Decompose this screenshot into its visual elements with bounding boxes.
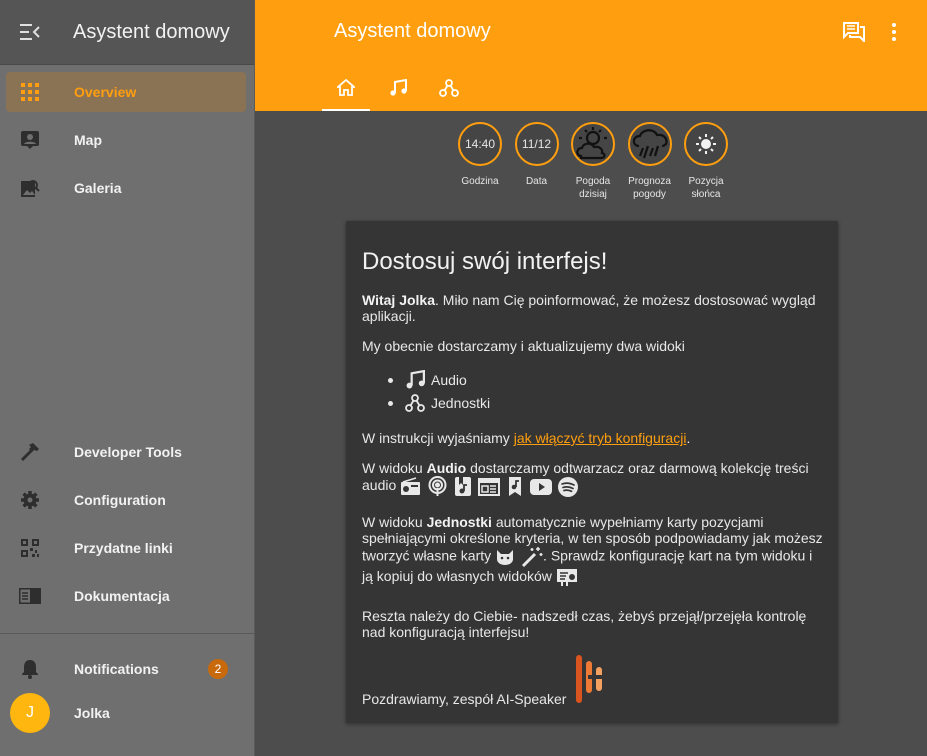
music-icon — [389, 79, 407, 97]
sun-icon — [695, 133, 717, 155]
magic-wand-icon — [521, 546, 543, 568]
audio-icons — [400, 476, 578, 497]
sidebar-header — [0, 0, 254, 65]
sidebar-item-label: Configuration — [74, 492, 166, 508]
tab-home[interactable] — [322, 64, 370, 111]
list-item-label: Audio — [431, 372, 467, 388]
podcast-icon — [427, 476, 448, 497]
home-icon — [337, 79, 355, 96]
sidebar-item-przydatne-linki[interactable] — [6, 528, 246, 568]
sidebar-item-dokumentacja[interactable] — [6, 576, 246, 616]
jednostki-paragraph — [362, 514, 824, 586]
conversation-button[interactable] — [840, 18, 868, 46]
newspaper-icon — [478, 478, 500, 496]
badge-label: Pozycja słońca — [688, 176, 724, 200]
sidebar-item-label: Notifications — [74, 661, 159, 677]
badge-circle — [571, 122, 615, 166]
bell-icon — [6, 659, 54, 679]
music-box-icon — [506, 476, 524, 497]
list-item — [388, 393, 490, 413]
sidebar-item-configuration[interactable] — [6, 480, 246, 520]
comment-icon — [843, 22, 865, 42]
badge-circle: 14:40 — [458, 122, 502, 166]
ai-speaker-logo — [574, 653, 608, 705]
list-item-label: Jednostki — [431, 395, 491, 411]
sidebar-item-label: Dokumentacja — [74, 588, 170, 604]
badge-forecast[interactable] — [622, 122, 678, 201]
sidebar-item-galeria[interactable] — [6, 168, 246, 208]
badge-label: Prognoza pogody — [628, 176, 671, 200]
sidebar-item-map[interactable] — [6, 120, 246, 160]
card-copy-icons — [556, 568, 578, 586]
welcome-paragraph — [362, 292, 824, 324]
signature: Pozdrawiamy, zespół AI-Speaker — [362, 691, 567, 707]
badge-weather-today[interactable] — [565, 122, 621, 201]
jednostki-text-after: . Sprawdz konfigurację kart na tym widoku i ją kopiuj do własnych widoków — [362, 547, 813, 584]
instructions-text: W instrukcji wyjaśniamy — [362, 430, 514, 446]
gear-icon — [6, 490, 54, 510]
account-box-icon — [6, 130, 54, 150]
badge-circle — [684, 122, 728, 166]
badge-label: Data — [525, 176, 548, 187]
sidebar-item-notifications[interactable] — [6, 649, 246, 689]
bullet — [388, 378, 393, 383]
notification-count-badge: 2 — [208, 659, 228, 679]
sidebar-item-overview[interactable] — [6, 72, 246, 112]
views-intro: My obecnie dostarczamy i aktualizujemy dwa widoki — [362, 338, 685, 354]
audio-text-pre: W widoku — [362, 460, 427, 476]
sidebar-user-name: Jolka — [74, 705, 110, 721]
jednostki-bold: Jednostki — [426, 514, 492, 530]
card-title: Dostosuj swój interfejs! — [362, 248, 608, 275]
sidebar-divider — [0, 633, 254, 634]
sidebar-item-label: Map — [74, 132, 102, 148]
hammer-icon — [6, 442, 54, 462]
welcome-text: . Miło nam Cię poinformować, że możesz dostosować wygląd aplikacji. — [362, 292, 816, 324]
card-bulleted-settings-icon — [556, 568, 578, 586]
jednostki-text-pre: W widoku — [362, 514, 427, 530]
menu-collapse-icon — [20, 24, 40, 40]
badge-label: Godzina — [461, 176, 499, 187]
sidebar-title: Asystent domowy — [73, 20, 230, 43]
spotify-icon — [558, 477, 578, 497]
weather-partly-cloudy-icon — [573, 126, 613, 162]
radio-icon — [400, 477, 421, 496]
audio-text: dostarczamy odtwarzacz oraz darmową kolekcję treści audio — [362, 460, 809, 494]
app-header — [255, 0, 927, 111]
bullet — [388, 401, 393, 406]
hub-icon — [439, 79, 459, 97]
image-search-icon — [6, 178, 54, 198]
cat-icon — [495, 548, 515, 566]
badge-label: Pogoda dzisiaj — [575, 176, 611, 200]
dots-vertical-icon — [891, 23, 897, 41]
badge-time[interactable] — [452, 122, 508, 201]
greeting-name: Witaj Jolka — [362, 292, 436, 308]
instructions-paragraph — [362, 430, 824, 446]
sidebar-item-label: Przydatne linki — [74, 540, 173, 556]
apps-icon — [6, 83, 54, 101]
more-options-button[interactable] — [880, 18, 908, 46]
sidebar-item-label: Overview — [74, 84, 137, 100]
hub-icon — [405, 393, 425, 413]
badge-row — [452, 122, 735, 201]
badge-circle — [628, 122, 672, 166]
welcome-card — [346, 221, 838, 723]
sidebar-item-user[interactable] — [6, 693, 246, 733]
qrcode-icon — [6, 539, 54, 557]
avatar-wrapper — [6, 693, 54, 733]
audio-paragraph — [362, 460, 824, 497]
menu-toggle-button[interactable] — [0, 0, 60, 64]
sidebar — [0, 0, 255, 756]
music-icon — [405, 370, 425, 390]
sidebar-item-developer-tools[interactable] — [6, 432, 246, 472]
tab-jednostki[interactable] — [425, 64, 473, 111]
sidebar-item-label: Developer Tools — [74, 444, 182, 460]
badge-sun-position[interactable] — [678, 122, 734, 201]
audio-bold: Audio — [426, 460, 467, 476]
config-mode-link[interactable]: jak włączyć tryb konfiguracji — [513, 430, 687, 446]
book-icon — [6, 588, 54, 604]
badge-date[interactable] — [509, 122, 565, 201]
weather-rainy-icon — [630, 126, 670, 162]
instructions-text-end: . — [686, 430, 691, 446]
badge-circle: 11/12 — [515, 122, 559, 166]
sidebar-item-label: Galeria — [74, 180, 122, 196]
page-title: Asystent domowy — [334, 20, 491, 42]
card-tools-icons — [495, 546, 543, 568]
avatar: J — [10, 693, 50, 733]
closing-paragraph: Reszta należy do Ciebie- nadszedł czas, żebyś przejął/przejęła kontrolę nad konfiguracją interfejsu! — [362, 608, 807, 640]
list-item — [388, 370, 467, 390]
youtube-icon — [530, 479, 552, 495]
tab-audio[interactable] — [374, 64, 422, 111]
jednostki-text: automatycznie wypełniamy karty pozycjami spełniającymi określone kryteria, w ten sposób podpowiadamy jak możesz tworzyć własne karty — [362, 514, 823, 564]
audiobook-icon — [454, 476, 472, 497]
